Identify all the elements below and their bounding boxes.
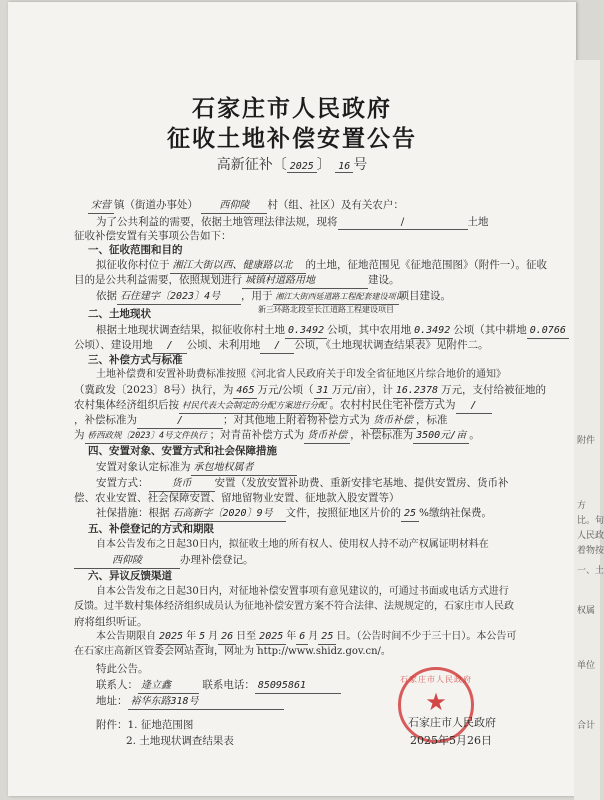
s2-line1: 根据土地现状调查结果，拟征收你村土地 0.3492 公顷，其中农用地 0.3492 公顷（其中耕地 0.0766	[96, 323, 569, 339]
adjacent-page-fragment: 附件 方 比。旬 人民政 着物按 一、土 权属 单位 合计	[574, 60, 600, 800]
s1-line1: 拟征收你村位于 湘江大街以西、健康路以北 的土地，征地范围见《征地范围图》（附件一）。征收	[96, 258, 547, 274]
s6-line2: 反馈。过半数村集体经济组织成员认为征地补偿安置方案不符合法律、法规规定的，石家庄市人民政	[74, 601, 514, 612]
s6-line1: 自本公告发布之日起30日内，对征地补偿安置事项有意见建议的，可通过书面或电话方式进行	[96, 586, 509, 597]
attachment-2: 2. 土地现状调查结果表	[126, 735, 234, 747]
contact-address: 裕华东路318号	[128, 695, 284, 710]
s6-line4: 本公告期限自 2025 年 5 月 26 日至 2025 年 6 月 25 日。（公告时间不少于三十日）。本公告可	[96, 630, 516, 645]
signature-date: 2025年5月26日	[410, 734, 492, 747]
s4-line3: 偿、农业安置、社会保障安置、留地留物业安置、征地款入股安置等）	[74, 492, 400, 504]
section4-heading: 四、安置对象、安置方式和社会保障措施	[88, 445, 277, 457]
contact-person: 逄立鑫	[138, 679, 199, 694]
address-line: 地址： 裕华东路318号	[96, 694, 284, 710]
section6-heading: 六、异议反馈渠道	[88, 570, 172, 582]
intro-line1: 为了公共利益的需要，依据土地管理法律法规，现将 / 土地	[96, 216, 489, 228]
document-number: 高新征补〔 2025 〕 16 号	[216, 157, 368, 173]
contact-line: 联系人： 逄立鑫 联系电话： 85095861	[96, 678, 341, 694]
s4-line4: 社保措施：根据 石高新字〔2020〕9号 文件，按照征地区片价的 25 %缴纳社保费。	[96, 506, 492, 522]
seal-star-icon: ★	[425, 688, 447, 716]
section1-heading: 一、征收范围和目的	[88, 244, 183, 256]
s6-line5: 在石家庄高新区管委会网站查询，网址为 http://www.shidz.gov.cn/。	[74, 646, 391, 657]
section2-heading: 二、土地现状	[88, 308, 151, 320]
village-name: 西仰陵	[201, 199, 267, 214]
town-name: 宋营	[88, 199, 114, 214]
s6-line3: 府将组织听证。	[74, 616, 148, 628]
official-seal: 石家庄市人民政府 ★	[398, 667, 474, 743]
s3-line4: ，补偿标准为 / ；对其他地上附着物补偿方式为 货币补偿 ，标准	[74, 413, 448, 429]
s5-line1: 自本公告发布之日起30日内，拟征收土地的所有权人、使用权人持不动产权属证明材料在	[96, 539, 489, 550]
basis-value: 石住建字〔2023〕4号	[117, 290, 241, 305]
s3-line1: 土地补偿费和安置补助费标准按照《河北省人民政府关于印发全省征地区片综合地价的通知》	[96, 369, 506, 380]
project-value: 湘江大街西延道路工程配套建设项目	[273, 290, 399, 305]
notice-title-line2: 征收土地补偿安置公告	[167, 126, 417, 152]
purpose-value: 城镇村道路用地	[242, 274, 368, 289]
s1-line4: 新三环路北段至长江道路工程建设项目	[258, 305, 394, 314]
intro-line2: 征收补偿安置有关事项公告如下：	[74, 230, 232, 242]
section5-heading: 五、补偿登记的方式和期限	[88, 523, 214, 535]
addressee-line: 宋营 镇（街道办事处） 西仰陵 村（组、社区）及有关农户：	[88, 198, 404, 214]
s6-line6: 特此公告。	[96, 663, 149, 675]
s3-line5: 为 桥西政规〔2023〕4号文件执行 ；对青苗补偿方式为 货币补偿 ，补偿标准为 3500元/亩 。	[74, 428, 480, 444]
notice-title-line1: 石家庄市人民政府	[192, 96, 392, 122]
s3-line2: （冀政发〔2023〕8号）执行，为 465 万元/公顷（ 31 万元/亩），计 16.2378 万元，支付给被征地的	[74, 383, 546, 399]
s4-line2: 安置方式： 货币 安置（发放安置补助费、重新安排宅基地、提供安置房、货币补	[96, 476, 509, 492]
s1-line3: 依据 石住建字〔2023〕4号 ，用于 湘江大街西延道路工程配套建设项目项目建设。	[96, 289, 451, 305]
s2-line2: 公顷）、建设用地 / 公顷、未利用地 / 公顷，《土地现状调查结果表》见附件二。	[74, 338, 489, 354]
attachment-1: 附件：1. 征地范围图	[96, 719, 194, 731]
section3-heading: 三、补偿方式与标准	[88, 354, 183, 366]
location-value: 湘江大街以西、健康路以北	[170, 259, 306, 274]
s1-line2: 目的是公共利益需要，依照规划进行 城镇村道路用地 建设。	[74, 273, 400, 289]
s4-line1: 安置对象认定标准为 承包地权属者	[96, 460, 297, 476]
contact-phone: 85095861	[255, 679, 341, 694]
signature-org: 石家庄市人民政府	[408, 716, 496, 729]
notice-sheet	[8, 2, 576, 796]
s3-line3: 农村集体经济组织后按 村民代表大会制定的分配方案进行分配 。农村村民住宅补偿方式为 /	[74, 398, 492, 414]
s5-line2: 西仰陵 办理补偿登记。	[74, 553, 254, 569]
